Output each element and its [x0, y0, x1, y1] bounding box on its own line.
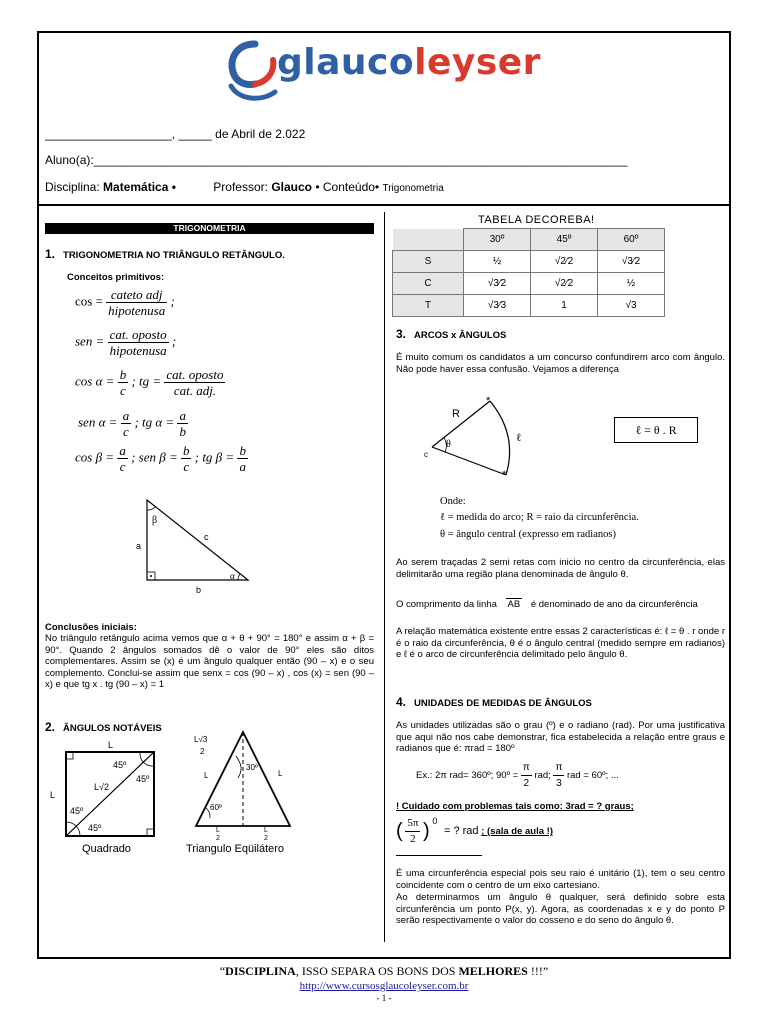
section-3-intro: É muito comum os candidatos a um concurso confundirem arco com ângulo. Não pode haver essa confusão. Vejamos a diferença — [396, 352, 725, 375]
deco-row-label: C — [393, 273, 464, 295]
square-figure — [50, 740, 170, 860]
frac-b-c — [118, 367, 129, 398]
p2-b: é denominado de ano da circunferência — [530, 599, 698, 610]
deco-table — [392, 228, 665, 317]
conteudo-label: • Conteúdo• — [315, 180, 380, 194]
section-3-p1: Ao serem traçadas 2 semi retas com inicio no centro da circunferência, elas delimitarão uma região plana denominada de ângulo θ. — [396, 557, 725, 580]
sq-caption: Quadrado — [82, 843, 131, 855]
deco-cell: √2⁄2 — [531, 273, 598, 295]
eq-L-right: L — [278, 769, 283, 778]
pw-frac — [405, 816, 420, 847]
section-bar: TRIGONOMETRIA — [45, 223, 374, 234]
frac-den: c — [120, 383, 126, 398]
ex-c: rad = 60º; ... — [566, 770, 619, 782]
tri-beta-label: β — [152, 515, 158, 526]
f-cos-label: cos = — [75, 293, 103, 309]
f-sen-alpha: sen α = — [78, 414, 118, 430]
tri-b-label: b — [196, 585, 202, 595]
aluno-line[interactable] — [45, 153, 628, 167]
eq-L-left: L — [204, 771, 209, 780]
p2-a: O comprimento da linha — [396, 599, 497, 610]
disciplina-line — [45, 180, 444, 194]
f-tg-beta: ; tg β = — [194, 449, 235, 465]
deco-cell: √3⁄2 — [598, 251, 665, 273]
conceitos-label: Conceitos primitivos: — [67, 272, 165, 283]
frac-num: cat. oposto — [109, 327, 167, 342]
logo-text — [277, 42, 541, 83]
aluno-label: Aluno(a): — [45, 153, 94, 167]
section-1-number: 1. — [45, 247, 56, 261]
frac-num: cat. oposto — [166, 367, 224, 382]
sq-45-c: 45º — [70, 806, 84, 816]
frac-b-a — [237, 443, 248, 474]
sq-45-b: 45º — [136, 774, 150, 784]
eq-top-2: 2 — [200, 747, 205, 756]
motto-end: !!!” — [527, 964, 549, 978]
tri-c-label: c — [204, 532, 209, 542]
section-2-heading — [45, 720, 162, 734]
frac-tg — [164, 367, 225, 398]
disciplina-value: Matemática • — [103, 180, 176, 194]
formula-sen — [75, 327, 176, 358]
section-4-p3: Ao determinarmos um ângulo θ qualquer, será definido sobre esta circunferência um ponto P(x, y). Agora, as coordenadas x e y do ponto P serão respectivamente o valor do cosseno e do seno do ângulo θ. — [396, 892, 725, 927]
section-3-heading — [396, 327, 506, 341]
f-sen-label: sen = — [75, 333, 105, 349]
deco-head-cell: 45º — [531, 229, 598, 251]
motto-melh: MELHORES — [458, 964, 528, 978]
frac-num: π — [521, 760, 532, 776]
frac-a-c — [121, 408, 132, 439]
logo — [225, 36, 625, 108]
tri-a-label: a — [136, 541, 142, 551]
frac-b-c — [181, 443, 192, 474]
deco-head-row — [393, 229, 665, 251]
tri-alpha-label: α — [230, 571, 235, 581]
formula-beta — [75, 443, 248, 474]
formula-cos-alpha — [75, 367, 225, 398]
f-cos-beta: cos β = — [75, 449, 115, 465]
ex-frac-pi-2 — [521, 760, 532, 791]
onde-line-1: ℓ = medida do arco; R = raio da circunferência. — [440, 512, 639, 523]
right-triangle-figure — [130, 495, 270, 595]
section-4-heading — [396, 695, 592, 709]
header-divider — [37, 204, 731, 206]
power-expression — [396, 816, 553, 847]
eq-half-L-left: L — [216, 827, 220, 834]
f-semi: ; — [171, 333, 177, 349]
deco-head-cell: 60º — [598, 229, 665, 251]
eq-half-2-left: 2 — [216, 835, 220, 842]
ex-b: rad; — [534, 770, 551, 782]
formula-cos — [75, 287, 175, 318]
frac-num: cateto adj — [106, 287, 167, 303]
eq-60: 60º — [210, 803, 222, 812]
deco-cell: ½ — [464, 251, 531, 273]
deco-table-title: TABELA DECOREBA! — [478, 214, 595, 226]
deco-corner — [393, 229, 464, 251]
paren-right: ) — [423, 819, 430, 842]
aluno-blank[interactable]: ________________________________________________________________________________ — [93, 153, 628, 167]
section-1-heading — [45, 247, 285, 261]
arc-formula-box: ℓ = θ . R — [614, 417, 698, 443]
f-tg-alpha: ; tg α = — [134, 414, 175, 430]
arc-c-label: c — [424, 450, 428, 459]
frac-den: 3 — [556, 778, 562, 789]
f-cos-alpha: cos α = — [75, 373, 115, 389]
conclusoes-text: No triângulo retângulo acima vemos que α + θ + 90° = 180° e assim α + β = 90°. Quando 2 ângulos somados dê o valor de 90° eles são ditos complementares. Assim se (x) é um ângulo qualquer então (90 – x) e o seu complemento. Conclui-se assim que senx = cos (90 – x) , cos (x) = sen (90 – x) e que tg x . tg (90 – x) = 1 — [45, 633, 374, 691]
section-3-title: ARCOS x ÂNGULOS — [414, 330, 507, 341]
pw-sala: ; (sala de aula !) — [481, 826, 553, 838]
frac-num: b — [182, 443, 190, 458]
column-divider — [384, 212, 385, 942]
paren-left: ( — [396, 819, 403, 842]
deco-row-label: S — [393, 251, 464, 273]
frac-den: hipotenusa — [108, 303, 166, 318]
deco-row-sen — [393, 251, 665, 273]
section-3-p3: A relação matemática existente entre essas 2 características é: ℓ = θ . r onde r é o raio da circunferência, θ é o ângulo central (medido sempre em radianos) e ℓ é o arco de circunferência delimitado pelo ângulo θ. — [396, 626, 725, 661]
deco-cell: √2⁄2 — [531, 251, 598, 273]
arc-theta-label: θ — [446, 439, 451, 450]
section-2-number: 2. — [45, 720, 56, 734]
footer-url-link[interactable]: http://www.cursosglaucoleyser.com.br — [299, 980, 469, 992]
deco-cell: ½ — [598, 273, 665, 295]
frac-num: π — [553, 760, 564, 776]
section-4-p1: As unidades utilizadas são o grau (º) e o radiano (rad). Por uma justificativa que aqui não nos cabe demonstrar, fica estabelecida a relação entre graus e radianos que é: πrad = 180º — [396, 720, 725, 755]
frac-num: a — [179, 408, 186, 423]
frac-a-b — [177, 408, 188, 439]
section-1-title: TRIGONOMETRIA NO TRIÂNGULO RETÂNGULO. — [63, 250, 285, 261]
frac-den: c — [119, 459, 126, 474]
cuidado-line: ! Cuidado com problemas tais como: 3rad = ? graus; — [396, 801, 634, 812]
f-sen-beta: ; sen β = — [131, 449, 178, 465]
sq-L-left: L — [50, 790, 56, 800]
f-semi: ; — [170, 293, 175, 309]
eq-30: 30º — [246, 763, 258, 772]
eq-half-2-right: 2 — [264, 835, 268, 842]
p2-ab: AB — [507, 599, 521, 610]
deco-cell: √3 — [598, 295, 665, 317]
deco-cell: √3⁄2 — [464, 273, 531, 295]
sq-L-top: L — [108, 740, 114, 750]
frac-den: 2 — [410, 833, 416, 845]
deco-head-cell: 30º — [464, 229, 531, 251]
frac-den: b — [179, 424, 186, 439]
footer-page-number: - 1 - — [376, 993, 392, 1003]
frac-den: a — [239, 459, 246, 474]
sq-45-a: 45º — [113, 760, 127, 770]
logo-mark-icon — [225, 36, 285, 108]
arc-l-label: ℓ — [516, 432, 522, 444]
motto-mid: , ISSO SEPARA OS BONS DOS — [295, 964, 459, 978]
frac-cos — [106, 287, 167, 318]
frac-den: 2 — [523, 778, 530, 789]
frac-num: a — [119, 443, 126, 458]
onde-label: Onde: — [440, 496, 466, 507]
motto-disc: DISCIPLINA — [225, 964, 296, 978]
frac-num: a — [122, 408, 130, 423]
section-4-title: UNIDADES DE MEDIDAS DE ÂNGULOS — [414, 698, 592, 709]
section-4-p2: É uma circunferência especial pois seu raio é unitário (1), tem o seu centro coincidente com o centro de um eixo cartesiano. — [396, 868, 725, 891]
frac-sen — [108, 327, 169, 358]
date-line[interactable]: ___________________, _____ de Abril de 2.022 — [45, 127, 306, 141]
pw-exponent: 0 — [432, 816, 438, 826]
deco-cell: 1 — [531, 295, 598, 317]
section-3-p2 — [396, 598, 725, 611]
frac-den: c — [183, 459, 190, 474]
example-line — [416, 760, 619, 791]
arc-R-label: R — [452, 408, 460, 420]
section-3-number: 3. — [396, 327, 407, 341]
deco-row-tan — [393, 295, 665, 317]
arc-mark-a: * — [486, 395, 491, 407]
frac-a-c — [117, 443, 128, 474]
logo-part-2: leyser — [414, 42, 541, 83]
frac-num: b — [119, 367, 127, 382]
section-4-number: 4. — [396, 695, 407, 709]
eq-caption: Triangulo Eqüilátero — [186, 843, 285, 855]
sq-Lr2: L√2 — [94, 782, 109, 792]
frac-den: cat. adj. — [173, 383, 217, 398]
frac-den: hipotenusa — [109, 343, 167, 358]
conclusoes-title: Conclusões iniciais: — [45, 622, 137, 633]
ex-a: Ex.: 2π rad= 360º; 90º = — [416, 770, 519, 782]
frac-num: b — [239, 443, 246, 458]
deco-row-label: T — [393, 295, 464, 317]
logo-part-1: glauco — [277, 42, 415, 83]
frac-num: 5π — [405, 816, 420, 832]
onde-line-2: θ = ângulo central (expresso em radianos) — [440, 529, 616, 540]
deco-row-cos — [393, 273, 665, 295]
arc-mark-b: * — [502, 469, 507, 481]
arc-figure — [420, 395, 540, 485]
footer-motto — [0, 964, 768, 979]
conteudo-value: Trigonometria — [382, 183, 444, 194]
pw-eq: = ? rad — [443, 825, 479, 838]
section-2-title: ÂNGULOS NOTÁVEIS — [63, 723, 162, 734]
motto-quote: “ — [219, 964, 226, 978]
deco-cell: √3⁄3 — [464, 295, 531, 317]
eq-top-label: L√3 — [194, 735, 208, 744]
equilateral-triangle-figure — [186, 728, 316, 858]
formula-sen-alpha — [78, 408, 188, 439]
sq-45-d: 45º — [88, 823, 102, 833]
professor-value: Glauco — [271, 180, 312, 194]
professor-label: Professor: — [213, 180, 268, 194]
frac-den: c — [123, 424, 129, 439]
f-tg: ; tg = — [131, 373, 162, 389]
short-divider — [396, 855, 482, 856]
disciplina-label: Disciplina: — [45, 180, 100, 194]
ex-frac-pi-3 — [553, 760, 564, 791]
eq-half-L-right: L — [264, 827, 268, 834]
